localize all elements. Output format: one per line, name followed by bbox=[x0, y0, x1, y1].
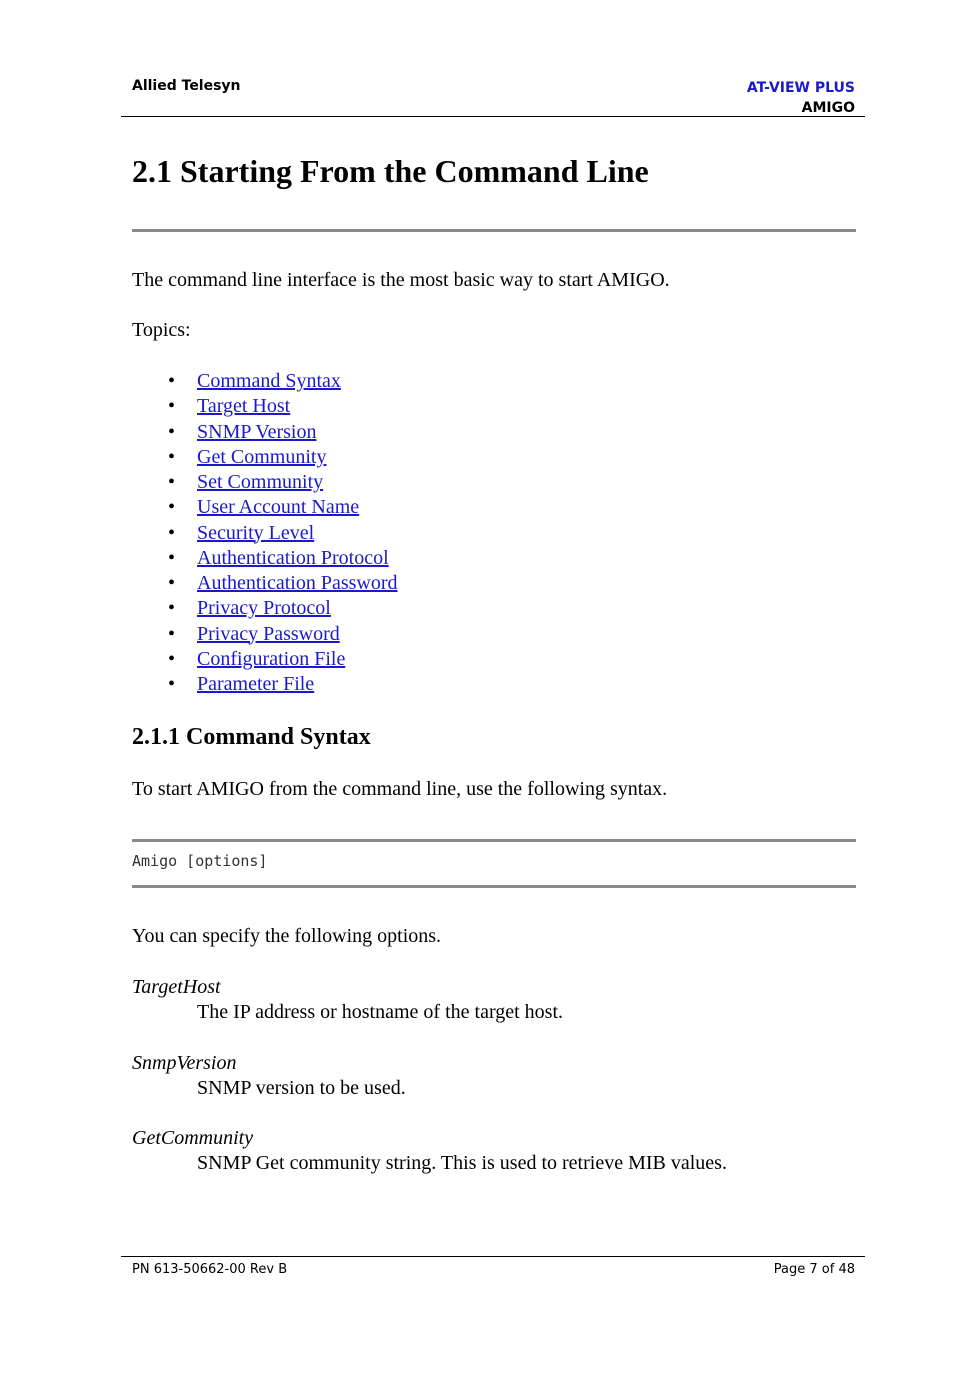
topic-link-authentication-password[interactable]: Authentication Password bbox=[197, 572, 398, 594]
code-sample: Amigo [options] bbox=[132, 852, 268, 870]
topic-link-security-level[interactable]: Security Level bbox=[197, 521, 315, 544]
header-product: AT-VIEW PLUS bbox=[746, 80, 855, 96]
bullet-icon: • bbox=[168, 395, 176, 418]
topic-link-get-community[interactable]: Get Community bbox=[197, 445, 327, 468]
subsection-intro: To start AMIGO from the command line, use the following syntax. bbox=[132, 778, 668, 800]
bullet-icon: • bbox=[168, 673, 176, 695]
header-module: AMIGO bbox=[801, 100, 855, 116]
bullet-icon: • bbox=[168, 370, 176, 392]
bullet-icon: • bbox=[168, 471, 176, 493]
footer-part-number: PN 613-50662-00 Rev B bbox=[132, 1262, 288, 1277]
list-item bbox=[132, 470, 398, 495]
list-item bbox=[132, 571, 398, 596]
footer-divider bbox=[121, 1256, 865, 1257]
topics-label: Topics: bbox=[132, 319, 191, 341]
header-product-block bbox=[747, 78, 855, 118]
bullet-icon: • bbox=[168, 572, 176, 594]
title-divider bbox=[132, 229, 856, 232]
topic-link-authentication-protocol[interactable]: Authentication Protocol bbox=[197, 546, 389, 569]
code-bottom-divider bbox=[132, 885, 856, 888]
list-item bbox=[132, 420, 398, 445]
list-item bbox=[132, 647, 398, 672]
topic-link-command-syntax[interactable]: Command Syntax bbox=[197, 370, 341, 392]
topic-link-snmp-version[interactable]: SNMP Version bbox=[197, 420, 317, 443]
topic-link-user-account-name[interactable]: User Account Name bbox=[197, 496, 360, 519]
list-item bbox=[132, 394, 398, 419]
bullet-icon: • bbox=[168, 420, 176, 443]
topic-link-privacy-password[interactable]: Privacy Password bbox=[197, 622, 340, 645]
list-item bbox=[132, 672, 398, 697]
header-company: Allied Telesyn bbox=[132, 78, 241, 94]
page-title: 2.1 Starting From the Command Line bbox=[132, 153, 649, 189]
bullet-icon: • bbox=[168, 622, 176, 645]
list-item bbox=[132, 495, 398, 520]
subsection-title: 2.1.1 Command Syntax bbox=[132, 724, 371, 750]
option-term-getcommunity: GetCommunity bbox=[132, 1127, 254, 1149]
option-term-snmpversion: SnmpVersion bbox=[132, 1052, 237, 1074]
topic-link-privacy-protocol[interactable]: Privacy Protocol bbox=[197, 597, 331, 620]
options-intro: You can specify the following options. bbox=[132, 925, 442, 947]
header-divider bbox=[121, 116, 865, 117]
option-definition-snmpversion: SNMP version to be used. bbox=[197, 1077, 406, 1099]
option-term-targethost: TargetHost bbox=[132, 976, 221, 998]
bullet-icon: • bbox=[168, 445, 176, 468]
topic-link-set-community[interactable]: Set Community bbox=[197, 471, 324, 493]
list-item bbox=[132, 622, 398, 647]
footer-page-number: Page 7 of 48 bbox=[773, 1262, 855, 1277]
topics-list bbox=[132, 369, 398, 697]
bullet-icon: • bbox=[168, 647, 176, 670]
bullet-icon: • bbox=[168, 597, 176, 620]
bullet-icon: • bbox=[168, 496, 176, 519]
topic-link-configuration-file[interactable]: Configuration File bbox=[197, 647, 346, 670]
topic-link-parameter-file[interactable]: Parameter File bbox=[197, 673, 315, 695]
section-intro: The command line interface is the most basic way to start AMIGO. bbox=[132, 269, 670, 291]
list-item bbox=[132, 546, 398, 571]
topic-link-target-host[interactable]: Target Host bbox=[197, 395, 291, 418]
list-item bbox=[132, 596, 398, 621]
code-top-divider bbox=[132, 839, 856, 842]
option-definition-getcommunity: SNMP Get community string. This is used to retrieve MIB values. bbox=[197, 1152, 727, 1174]
list-item bbox=[132, 445, 398, 470]
list-item bbox=[132, 369, 398, 394]
option-definition-targethost: The IP address or hostname of the target host. bbox=[197, 1001, 564, 1023]
bullet-icon: • bbox=[168, 546, 176, 569]
bullet-icon: • bbox=[168, 521, 176, 544]
list-item bbox=[132, 521, 398, 546]
